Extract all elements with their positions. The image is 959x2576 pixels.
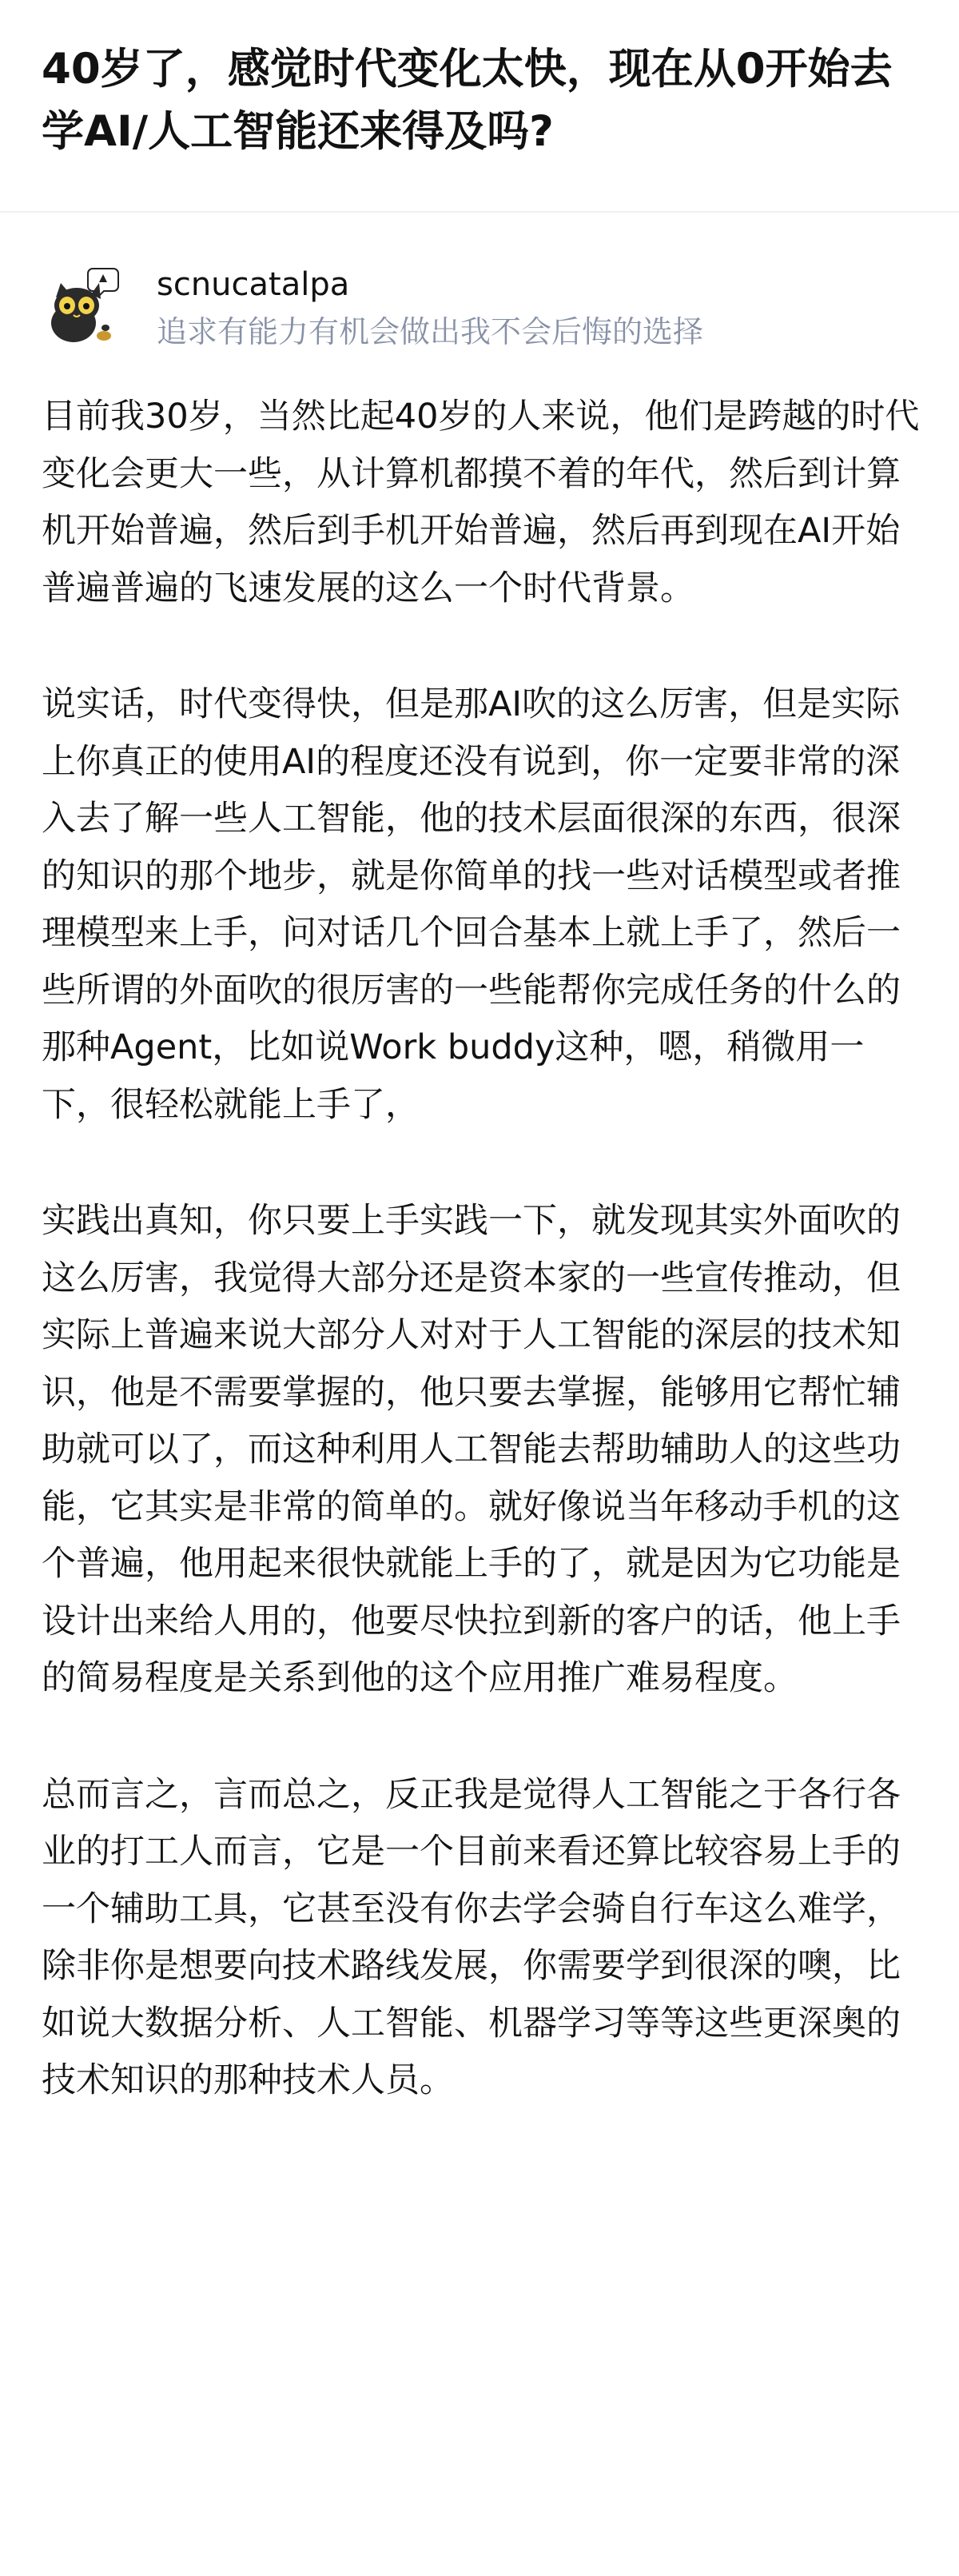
answer-paragraph: 总而言之，言而总之，反正我是觉得人工智能之于各行各业的打工人而言，它是一个目前来看还算比较容易上手的一个辅助工具，它甚至没有你去学会骑自行车这么难学，除非你是想要向技术路线发展，你需要学到很深的噢，比如说大数据分析、人工智能、机器学习等等这些更深奥的技术知识的那种技术人员。 (42, 1774, 901, 2100)
avatar[interactable] (42, 262, 128, 349)
author-bio: 追求有能力有机会做出我不会后悔的选择 (157, 314, 704, 349)
question-title[interactable]: 40岁了，感觉时代变化太快，现在从0开始去学AI/人工智能还来得及吗? (42, 45, 893, 156)
answer-content (42, 389, 921, 2169)
question-header (0, 0, 959, 213)
author-name[interactable]: scnucatalpa (157, 266, 350, 303)
answer-paragraph: 实践出真知，你只要上手实践一下，就发现其实外面吹的这么厉害，我觉得大部分还是资本家的一些宣传推动，但实际上普遍来说大部分人对对于人工智能的深层的技术知识，他是不需要掌握的，他只要去掌握，能够用它帮忙辅助就可以了，而这种利用人工智能去帮助辅助人的这些功能，它其实是非常的简单的。就好像说当年移动手机的这个普遍，他用起来很快就能上手的了，就是因为它功能是设计出来给人用的，他要尽快拉到新的客户的话，他上手的简易程度是关系到他的这个应用推广难易程度。 (42, 1201, 901, 1698)
cat-avatar-icon (42, 262, 128, 349)
answer-paragraph: 说实话，时代变得快，但是那AI吹的这么厉害，但是实际上你真正的使用AI的程度还没有说到，你一定要非常的深入去了解一些人工智能，他的技术层面很深的东西，很深的知识的那个地步，就是你简单的找一些对话模型或者推理模型来上手，问对话几个回合基本上就上手了，然后一些所谓的外面吹的很厉害的一些能帮你完成任务的什么的那种Agent，比如说Work buddy这种，嗯，稍微用一下，很轻松就能上手了， (42, 684, 901, 1125)
author-info (42, 254, 921, 358)
answer-paragraph: 目前我30岁，当然比起40岁的人来说，他们是跨越的时代变化会更大一些，从计算机都摸不着的年代，然后到计算机开始普遍，然后到手机开始普遍，然后再到现在AI开始普遍普遍的飞速发展的这么一个时代背景。 (42, 397, 920, 608)
